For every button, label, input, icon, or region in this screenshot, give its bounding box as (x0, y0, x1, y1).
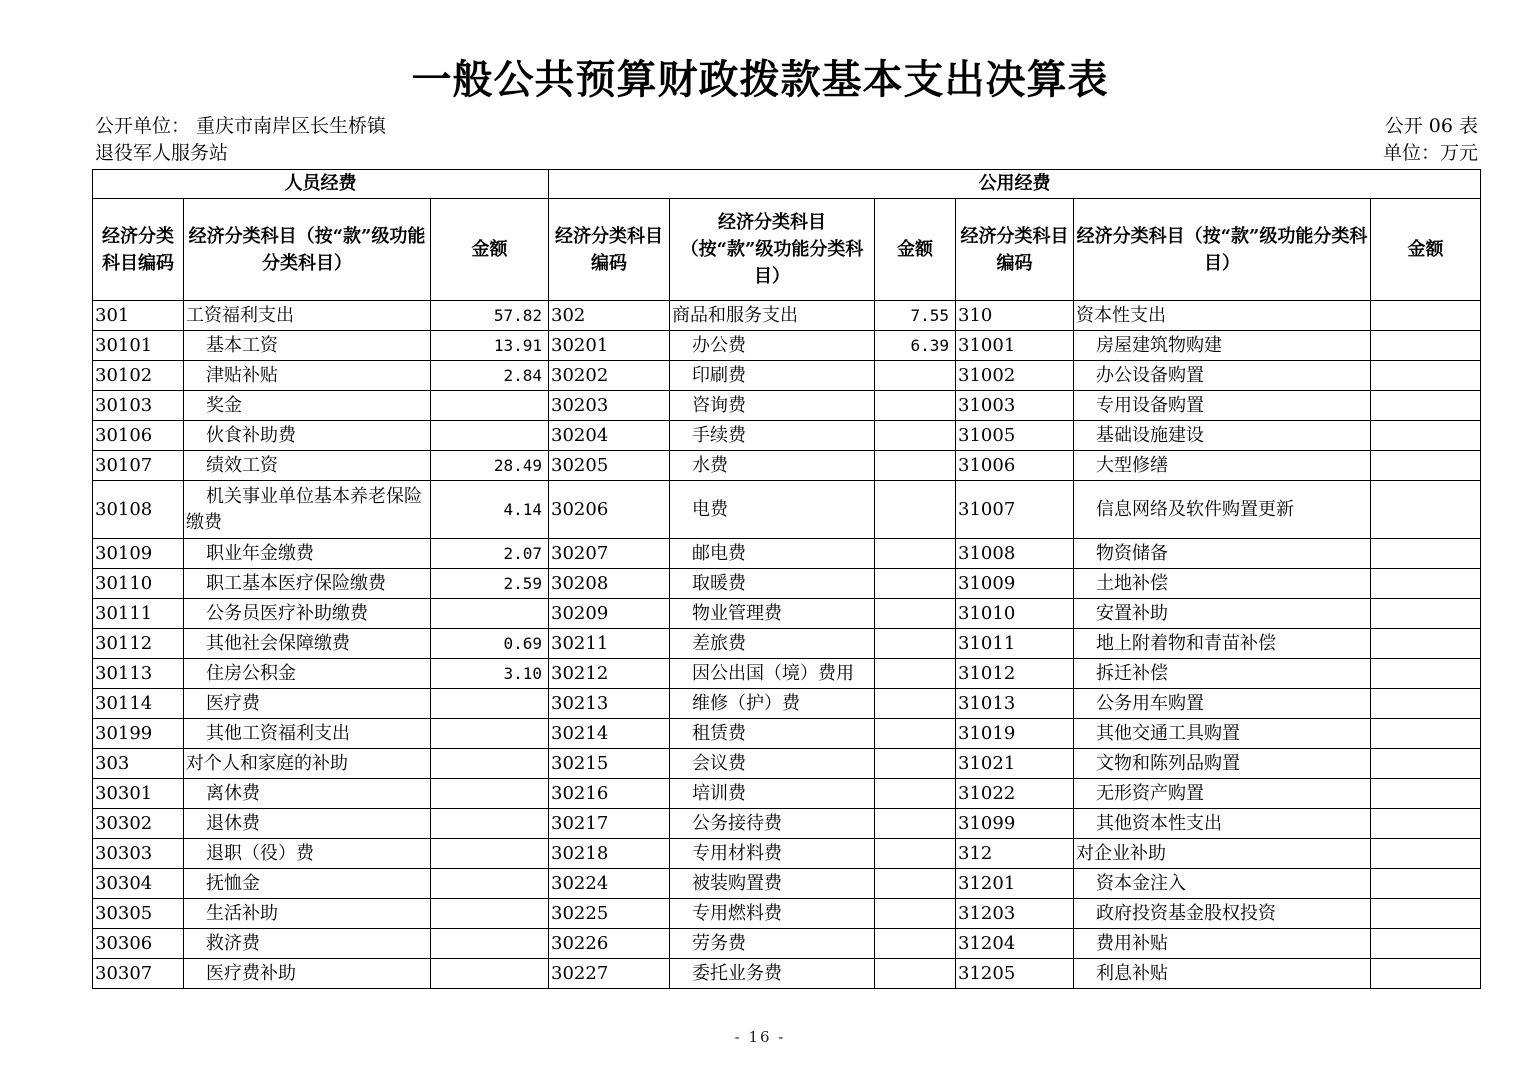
cell-amount (875, 749, 956, 779)
cell-code: 30304 (93, 869, 184, 899)
cell-name: 房屋建筑物购建 (1074, 331, 1371, 361)
table-row (93, 391, 1481, 421)
cell-amount (431, 839, 549, 869)
cell-code: 312 (956, 839, 1074, 869)
cell-amount (1371, 569, 1481, 599)
table-row (93, 599, 1481, 629)
cell-name: 对个人和家庭的补助 (184, 749, 431, 779)
cell-name: 公务用车购置 (1074, 689, 1371, 719)
table-row (93, 569, 1481, 599)
cell-name: 安置补助 (1074, 599, 1371, 629)
cell-amount (431, 869, 549, 899)
cell-amount (431, 929, 549, 959)
cell-code: 31019 (956, 719, 1074, 749)
cell-code: 30209 (549, 599, 670, 629)
table-row (93, 659, 1481, 689)
cell-amount (1371, 331, 1481, 361)
cell-name: 物业管理费 (670, 599, 875, 629)
header-code: 经济分类科目编码 (93, 199, 184, 301)
cell-amount (875, 569, 956, 599)
publishing-unit-line2: 退役军人服务站 (95, 142, 229, 164)
cell-code: 30216 (549, 779, 670, 809)
cell-amount (875, 809, 956, 839)
cell-name: 对企业补助 (1074, 839, 1371, 869)
cell-name: 无形资产购置 (1074, 779, 1371, 809)
cell-code: 31011 (956, 629, 1074, 659)
cell-name: 住房公积金 (184, 659, 431, 689)
cell-amount (875, 929, 956, 959)
header-name: 经济分类科目（按“款”级功能分类科目） (1074, 199, 1371, 301)
cell-code: 30204 (549, 421, 670, 451)
cell-name: 救济费 (184, 929, 431, 959)
header-name: 经济分类科目（按“款”级功能分类科目） (184, 199, 431, 301)
table-row (93, 899, 1481, 929)
cell-amount (1371, 689, 1481, 719)
cell-amount (1371, 959, 1481, 989)
cell-amount (1371, 899, 1481, 929)
cell-name: 职工基本医疗保险缴费 (184, 569, 431, 599)
cell-code: 31002 (956, 361, 1074, 391)
cell-amount (1371, 809, 1481, 839)
cell-name: 办公费 (670, 331, 875, 361)
header-name: 经济分类科目（按“款”级功能分类科目） (670, 199, 875, 301)
cell-name: 奖金 (184, 391, 431, 421)
cell-name: 伙食补助费 (184, 421, 431, 451)
cell-name: 资本金注入 (1074, 869, 1371, 899)
cell-amount (1371, 451, 1481, 481)
cell-code: 30110 (93, 569, 184, 599)
cell-name: 政府投资基金股权投资 (1074, 899, 1371, 929)
cell-code: 30113 (93, 659, 184, 689)
cell-name: 专用设备购置 (1074, 391, 1371, 421)
table-row (93, 331, 1481, 361)
cell-code: 301 (93, 301, 184, 331)
cell-amount (875, 539, 956, 569)
cell-code: 30107 (93, 451, 184, 481)
cell-name: 被装购置费 (670, 869, 875, 899)
cell-code: 30227 (549, 959, 670, 989)
cell-name: 公务员医疗补助缴费 (184, 599, 431, 629)
cell-name: 离休费 (184, 779, 431, 809)
cell-code: 31009 (956, 569, 1074, 599)
cell-code: 31010 (956, 599, 1074, 629)
table-row (93, 779, 1481, 809)
cell-amount (1371, 629, 1481, 659)
cell-amount: 2.84 (431, 361, 549, 391)
cell-name: 退职（役）费 (184, 839, 431, 869)
cell-name: 取暖费 (670, 569, 875, 599)
cell-amount (431, 959, 549, 989)
cell-name: 土地补偿 (1074, 569, 1371, 599)
cell-name: 工资福利支出 (184, 301, 431, 331)
cell-amount (431, 899, 549, 929)
cell-amount (1371, 301, 1481, 331)
cell-code: 310 (956, 301, 1074, 331)
cell-name: 职业年金缴费 (184, 539, 431, 569)
expenditure-table (92, 169, 1481, 989)
table-row (93, 421, 1481, 451)
cell-code: 30108 (93, 481, 184, 539)
cell-code: 30206 (549, 481, 670, 539)
table-row (93, 749, 1481, 779)
cell-amount (1371, 481, 1481, 539)
cell-amount: 7.55 (875, 301, 956, 331)
cell-code: 31099 (956, 809, 1074, 839)
cell-code: 30214 (549, 719, 670, 749)
cell-amount (875, 481, 956, 539)
header-amount: 金额 (431, 199, 549, 301)
cell-code: 31007 (956, 481, 1074, 539)
cell-name: 其他交通工具购置 (1074, 719, 1371, 749)
cell-amount (875, 899, 956, 929)
cell-amount (1371, 929, 1481, 959)
cell-amount (431, 779, 549, 809)
cell-amount: 3.10 (431, 659, 549, 689)
cell-code: 31204 (956, 929, 1074, 959)
publishing-unit: 公开单位： 重庆市南岸区长生桥镇 (95, 115, 387, 137)
cell-amount (431, 391, 549, 421)
cell-amount: 57.82 (431, 301, 549, 331)
cell-name: 机关事业单位基本养老保险缴费 (184, 481, 431, 539)
section-personnel: 人员经费 (93, 170, 549, 199)
cell-amount: 28.49 (431, 451, 549, 481)
cell-code: 30303 (93, 839, 184, 869)
cell-code: 30199 (93, 719, 184, 749)
cell-code: 31205 (956, 959, 1074, 989)
cell-amount (1371, 719, 1481, 749)
table-number: 公开 06 表 (1384, 115, 1478, 137)
cell-code: 30207 (549, 539, 670, 569)
cell-amount (875, 839, 956, 869)
table-row (93, 361, 1481, 391)
cell-name: 印刷费 (670, 361, 875, 391)
cell-name: 会议费 (670, 749, 875, 779)
table-row (93, 689, 1481, 719)
cell-code: 30225 (549, 899, 670, 929)
cell-amount (1371, 749, 1481, 779)
cell-code: 30307 (93, 959, 184, 989)
cell-code: 31013 (956, 689, 1074, 719)
cell-amount (875, 451, 956, 481)
cell-name: 公务接待费 (670, 809, 875, 839)
cell-amount: 6.39 (875, 331, 956, 361)
header-amount: 金额 (875, 199, 956, 301)
cell-code: 302 (549, 301, 670, 331)
cell-name: 租赁费 (670, 719, 875, 749)
cell-amount: 0.69 (431, 629, 549, 659)
cell-code: 30114 (93, 689, 184, 719)
cell-amount (875, 779, 956, 809)
cell-name: 绩效工资 (184, 451, 431, 481)
page-number: - 16 - (734, 1028, 786, 1046)
cell-name: 信息网络及软件购置更新 (1074, 481, 1371, 539)
cell-code: 30106 (93, 421, 184, 451)
cell-code: 30112 (93, 629, 184, 659)
cell-code: 31003 (956, 391, 1074, 421)
cell-code: 30306 (93, 929, 184, 959)
cell-name: 津贴补贴 (184, 361, 431, 391)
cell-name: 物资储备 (1074, 539, 1371, 569)
cell-code: 30215 (549, 749, 670, 779)
table-row (93, 959, 1481, 989)
cell-code: 30301 (93, 779, 184, 809)
cell-code: 30201 (549, 331, 670, 361)
cell-name: 维修（护）费 (670, 689, 875, 719)
cell-amount (431, 421, 549, 451)
cell-amount (875, 959, 956, 989)
header-code: 经济分类科目编码 (549, 199, 670, 301)
cell-amount (875, 391, 956, 421)
cell-code: 31008 (956, 539, 1074, 569)
table-row (93, 481, 1481, 539)
cell-name: 利息补贴 (1074, 959, 1371, 989)
cell-name: 基础设施建设 (1074, 421, 1371, 451)
cell-code: 30102 (93, 361, 184, 391)
cell-amount (875, 869, 956, 899)
cell-name: 手续费 (670, 421, 875, 451)
cell-code: 30109 (93, 539, 184, 569)
table-row (93, 809, 1481, 839)
cell-amount (1371, 361, 1481, 391)
cell-code: 30103 (93, 391, 184, 421)
cell-amount (1371, 659, 1481, 689)
table-row (93, 301, 1481, 331)
cell-amount (875, 629, 956, 659)
cell-name: 因公出国（境）费用 (670, 659, 875, 689)
cell-name: 办公设备购置 (1074, 361, 1371, 391)
cell-amount (1371, 391, 1481, 421)
cell-code: 30202 (549, 361, 670, 391)
cell-name: 电费 (670, 481, 875, 539)
table-row (93, 839, 1481, 869)
section-public: 公用经费 (549, 170, 1481, 199)
cell-amount (431, 689, 549, 719)
cell-code: 30218 (549, 839, 670, 869)
cell-amount (1371, 539, 1481, 569)
cell-amount (1371, 779, 1481, 809)
table-row (93, 539, 1481, 569)
cell-code: 30111 (93, 599, 184, 629)
cell-name: 其他资本性支出 (1074, 809, 1371, 839)
cell-amount: 13.91 (431, 331, 549, 361)
cell-code: 30217 (549, 809, 670, 839)
cell-amount (1371, 839, 1481, 869)
cell-name: 商品和服务支出 (670, 301, 875, 331)
cell-code: 30211 (549, 629, 670, 659)
cell-amount: 4.14 (431, 481, 549, 539)
cell-name: 医疗费 (184, 689, 431, 719)
page-title: 一般公共预算财政拨款基本支出决算表 (411, 56, 1109, 103)
cell-code: 31012 (956, 659, 1074, 689)
cell-code: 30101 (93, 331, 184, 361)
table-row (93, 719, 1481, 749)
cell-name: 专用材料费 (670, 839, 875, 869)
cell-code: 31021 (956, 749, 1074, 779)
cell-amount (431, 719, 549, 749)
cell-code: 31203 (956, 899, 1074, 929)
cell-code: 30203 (549, 391, 670, 421)
cell-code: 30213 (549, 689, 670, 719)
cell-code: 30302 (93, 809, 184, 839)
cell-amount: 2.07 (431, 539, 549, 569)
cell-amount (1371, 421, 1481, 451)
cell-name: 劳务费 (670, 929, 875, 959)
cell-code: 30205 (549, 451, 670, 481)
header-amount: 金额 (1371, 199, 1481, 301)
cell-amount (431, 599, 549, 629)
cell-name: 抚恤金 (184, 869, 431, 899)
cell-code: 30305 (93, 899, 184, 929)
cell-code: 30226 (549, 929, 670, 959)
table-row (93, 451, 1481, 481)
cell-amount (431, 749, 549, 779)
cell-code: 31005 (956, 421, 1074, 451)
cell-amount (875, 421, 956, 451)
cell-amount (1371, 869, 1481, 899)
table-row (93, 629, 1481, 659)
cell-amount (875, 689, 956, 719)
cell-amount (875, 719, 956, 749)
header-code: 经济分类科目编码 (956, 199, 1074, 301)
cell-code: 303 (93, 749, 184, 779)
cell-name: 拆迁补偿 (1074, 659, 1371, 689)
cell-name: 其他社会保障缴费 (184, 629, 431, 659)
cell-name: 大型修缮 (1074, 451, 1371, 481)
cell-code: 31006 (956, 451, 1074, 481)
cell-name: 专用燃料费 (670, 899, 875, 929)
cell-code: 31001 (956, 331, 1074, 361)
cell-amount (1371, 599, 1481, 629)
cell-code: 31022 (956, 779, 1074, 809)
table-row (93, 929, 1481, 959)
cell-name: 生活补助 (184, 899, 431, 929)
cell-name: 医疗费补助 (184, 959, 431, 989)
cell-name: 文物和陈列品购置 (1074, 749, 1371, 779)
cell-name: 资本性支出 (1074, 301, 1371, 331)
cell-name: 水费 (670, 451, 875, 481)
cell-name: 邮电费 (670, 539, 875, 569)
cell-code: 31201 (956, 869, 1074, 899)
cell-name: 退休费 (184, 809, 431, 839)
cell-amount: 2.59 (431, 569, 549, 599)
currency-unit: 单位：万元 (1382, 142, 1478, 164)
table-row (93, 869, 1481, 899)
cell-name: 咨询费 (670, 391, 875, 421)
cell-amount (875, 599, 956, 629)
cell-code: 30208 (549, 569, 670, 599)
cell-amount (875, 361, 956, 391)
cell-code: 30212 (549, 659, 670, 689)
cell-amount (875, 659, 956, 689)
cell-name: 培训费 (670, 779, 875, 809)
cell-name: 差旅费 (670, 629, 875, 659)
cell-name: 费用补贴 (1074, 929, 1371, 959)
cell-name: 地上附着物和青苗补偿 (1074, 629, 1371, 659)
cell-name: 其他工资福利支出 (184, 719, 431, 749)
cell-amount (431, 809, 549, 839)
cell-name: 基本工资 (184, 331, 431, 361)
cell-code: 30224 (549, 869, 670, 899)
cell-name: 委托业务费 (670, 959, 875, 989)
